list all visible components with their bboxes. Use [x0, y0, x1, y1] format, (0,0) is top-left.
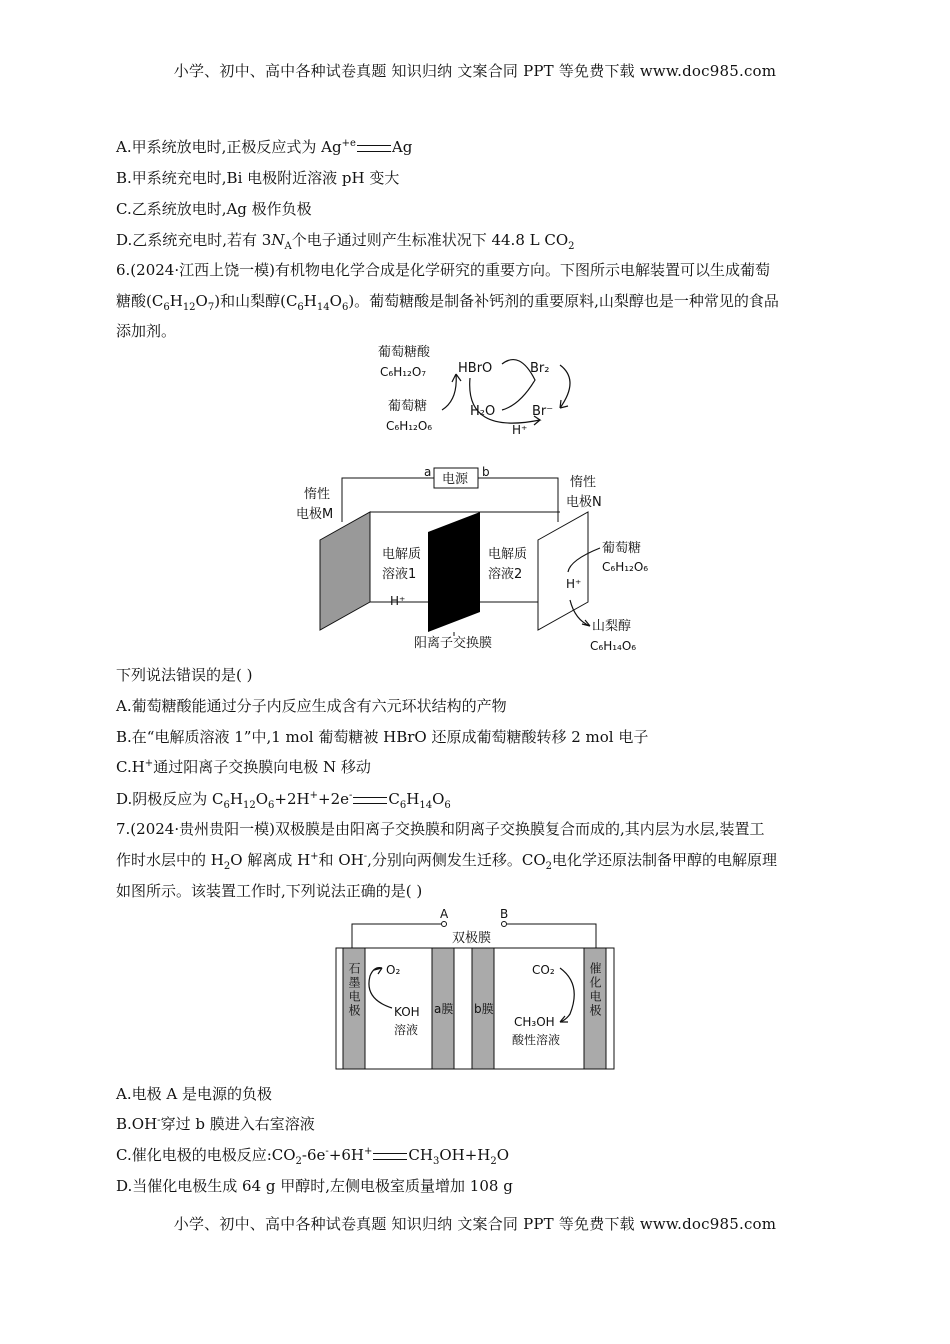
electrode-n	[538, 512, 588, 630]
q7-stem-line2: 作时水层中的 $H_2O$ 解离成 H+和 OH-,分别向两侧发生迁移。$CO_2$电化学还原法制备甲醇的电解原理	[116, 851, 778, 872]
co2-label: CO₂	[532, 963, 555, 977]
sorbitol-label: 山梨醇	[592, 619, 632, 634]
electrode-n-glucose: 葡萄糖	[602, 541, 642, 556]
electrode-m-label-2: 电极M	[296, 507, 334, 522]
q6-option-c: C.H+通过阳离子交换膜向电极 N 移动	[116, 758, 371, 776]
solution-1-label-2: 溶液1	[382, 567, 417, 582]
scheme-arrow-left	[442, 374, 461, 410]
a-membrane-label: a膜	[434, 1002, 454, 1016]
solution-2-label-2: 溶液2	[488, 567, 523, 582]
solution-1-label-1: 电解质	[382, 547, 422, 562]
q5-option-c: C.乙系统放电时,Ag 极作负极	[116, 200, 312, 218]
terminal-a-label: A	[440, 907, 449, 921]
q7-electrolysis-cell	[334, 904, 618, 1072]
terminal-b-label: B	[500, 907, 509, 921]
q7-stem-line1: 7.(2024·贵州贵阳一模)双极膜是由阳离子交换膜和阴离子交换膜复合而成的,其内层为水层,装置工	[116, 820, 765, 838]
scheme-h2o: H₂O	[470, 404, 496, 419]
q6-option-b: B.在“电解质溶液 1”中,1 mol 葡萄糖被 HBrO 还原成葡萄糖酸转移 2 mol 电子	[116, 728, 649, 746]
q7-option-d: D.当催化电极生成 64 g 甲醇时,左侧电极室质量增加 108 g	[116, 1177, 513, 1195]
q5-option-b: B.甲系统充电时,Bi 电极附近溶液 pH 变大	[116, 169, 400, 187]
electrode-m-label-1: 惰性	[304, 487, 331, 502]
q6-option-d: D.阴极反应为 $C_6H_{12}O_6+2H^++2e^-$ $C_6H_{14}O_6$	[116, 790, 451, 811]
q6-question: 下列说法错误的是( )	[116, 666, 253, 684]
electrode-m	[320, 512, 370, 630]
electrode-n-label-2: 电极N	[566, 495, 602, 510]
q6-stem-line2: 糖酸$(C_6H_{12}O_7)$和山梨醇$(C_6H_{14}O_6)$。葡萄糖酸是制备补钙剂的重要原料,山梨醇也是一种常见的食品	[116, 292, 779, 313]
koh-solution-label: 溶液	[394, 1023, 419, 1037]
bipolar-membrane-label: 双极膜	[452, 931, 492, 946]
q7-stem-line3: 如图所示。该装置工作时,下列说法正确的是( )	[116, 882, 423, 900]
power-source-label: 电源	[442, 472, 469, 487]
page-header: 小学、初中、高中各种试卷真题 知识归纳 文案合同 PPT 等免费下载 www.doc985.com	[173, 62, 777, 80]
electrode-n-hplus: H⁺	[566, 577, 582, 591]
catalyst-electrode-label: 催化电极	[588, 962, 602, 1018]
page-footer: 小学、初中、高中各种试卷真题 知识归纳 文案合同 PPT 等免费下载 www.doc985.com	[173, 1215, 777, 1233]
q7-option-b: B.OH-穿过 b 膜进入右室溶液	[116, 1115, 315, 1133]
scheme-br2: Br₂	[530, 361, 550, 376]
q5-option-d: D.乙系统充电时,若有 $3N_A$个电子通过则产生标准状况下 44.8 L $CO_2$	[116, 231, 575, 252]
membrane-label: 阳离子交换膜	[414, 636, 493, 651]
scheme-brminus: Br⁻	[532, 404, 554, 419]
terminal-b: b	[482, 465, 490, 479]
q5-option-a: A.甲系统放电时,正极反应式为 $Ag^{+e}$ Ag	[116, 138, 413, 156]
q6-electrolysis-cell	[290, 460, 670, 655]
terminal-b	[502, 922, 507, 927]
terminal-a: a	[424, 465, 432, 479]
b-membrane-label: b膜	[474, 1002, 494, 1016]
q6-reaction-scheme	[370, 340, 600, 445]
q6-stem-line1: 6.(2024·江西上饶一模)有机物电化学合成是化学研究的重要方向。下图所示电解装置可以生成葡萄	[116, 261, 770, 279]
q7-option-c: C.催化电极的电极反应$:CO_2-6e^-+6H^+$ $CH_3OH+H_2O$	[116, 1146, 510, 1167]
solution-1-hplus: H⁺	[390, 594, 406, 608]
q7-option-a: A.电极 A 是电源的负极	[116, 1085, 272, 1103]
cation-exchange-membrane	[428, 512, 480, 632]
scheme-hplus: H⁺	[512, 423, 528, 437]
terminal-a	[442, 922, 447, 927]
electrode-n-label-1: 惰性	[570, 475, 597, 490]
o2-label: O₂	[386, 963, 401, 977]
q6-stem-line3: 添加剂。	[116, 322, 177, 340]
ch3oh-label: CH₃OH	[514, 1015, 555, 1029]
scheme-gluconic-formula: C₆H₁₂O₇	[380, 365, 427, 379]
scheme-glucose-label: 葡萄糖	[388, 399, 428, 414]
sorbitol-formula: C₆H₁₄O₆	[590, 639, 637, 653]
acidic-solution-label: 酸性溶液	[512, 1033, 561, 1047]
graphite-electrode-label: 石墨电极	[347, 962, 361, 1018]
scheme-glucose-formula: C₆H₁₂O₆	[386, 419, 433, 433]
solution-2-label-1: 电解质	[488, 547, 528, 562]
electrode-n-glucose-formula: C₆H₁₂O₆	[602, 560, 649, 574]
koh-label: KOH	[394, 1005, 420, 1019]
scheme-gluconic-label: 葡萄糖酸	[378, 345, 431, 360]
scheme-hbro: HBrO	[458, 361, 493, 376]
q6-option-a: A.葡萄糖酸能通过分子内反应生成含有六元环状结构的产物	[116, 697, 507, 715]
